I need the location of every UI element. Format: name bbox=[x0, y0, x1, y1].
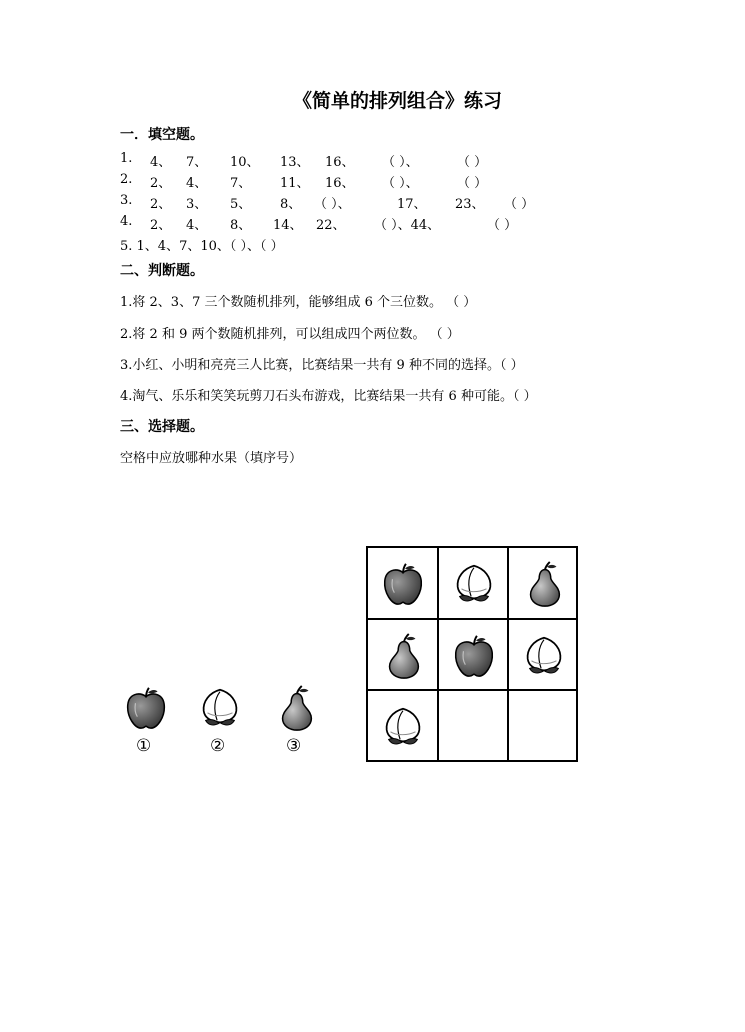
sequence-term: 8、 bbox=[280, 197, 302, 212]
fruit-grid bbox=[366, 546, 578, 762]
judge-item-2: 2.将 2 和 9 两个数随机排列，可以组成四个两位数。 （ ） bbox=[120, 327, 460, 342]
question-number: 1. bbox=[120, 151, 133, 166]
sequence-term: （ ） bbox=[457, 176, 488, 191]
fill-item-2 bbox=[120, 172, 580, 190]
grid-cell-peach-icon bbox=[368, 691, 438, 762]
grid-cell-apple-icon bbox=[368, 548, 438, 619]
sequence-term: 2、 bbox=[150, 176, 172, 191]
fill-item-4 bbox=[120, 214, 580, 232]
grid-cell-empty bbox=[509, 691, 579, 762]
page-title: 《简单的排列组合》练习 bbox=[292, 90, 502, 112]
question-number: 3. bbox=[120, 193, 133, 208]
sequence-term: 16、 bbox=[325, 176, 355, 191]
sequence-term: 13、 bbox=[280, 155, 310, 170]
section-heading-judge: 二、判断题。 bbox=[120, 263, 204, 279]
grid-cell-peach-icon bbox=[509, 620, 579, 691]
sequence-term: 22、 bbox=[316, 218, 346, 233]
sequence-term: 4、 bbox=[186, 176, 208, 191]
judge-item-4: 4.淘气、乐乐和笑笑玩剪刀石头布游戏，比赛结果一共有 6 种可能。（ ） bbox=[120, 389, 537, 404]
grid-cell-empty bbox=[439, 691, 509, 762]
sequence-term: 4、 bbox=[150, 155, 172, 170]
sequence-term: 7、 bbox=[230, 176, 252, 191]
section-heading-choice: 三、选择题。 bbox=[120, 419, 204, 435]
grid-cell-peach-icon bbox=[439, 548, 509, 619]
sequence-term: 8、 bbox=[230, 218, 252, 233]
sequence-term: 23、 bbox=[455, 197, 485, 212]
fill-item-5 bbox=[120, 235, 580, 253]
fill-item-3 bbox=[120, 193, 580, 211]
sequence-term: （ ） bbox=[487, 218, 518, 233]
question-number: 5. 1、4、7、10、（ ）、（ ） bbox=[120, 239, 284, 254]
option-apple-icon bbox=[122, 684, 170, 732]
grid-cell-pear-icon bbox=[368, 620, 438, 691]
judge-item-3: 3.小红、小明和亮亮三人比赛，比赛结果一共有 9 种不同的选择。（ ） bbox=[120, 358, 524, 373]
grid-cell-apple-icon bbox=[439, 620, 509, 691]
option-label: ② bbox=[210, 736, 226, 756]
option-label: ③ bbox=[286, 736, 302, 756]
sequence-term: （ ）、 bbox=[382, 155, 419, 170]
option-peach-icon bbox=[196, 684, 244, 732]
sequence-term: 11、 bbox=[280, 176, 310, 191]
grid-cell-pear-icon bbox=[509, 548, 579, 619]
sequence-term: 4、 bbox=[186, 218, 208, 233]
question-number: 4. bbox=[120, 214, 133, 229]
sequence-term: 7、 bbox=[186, 155, 208, 170]
choice-prompt: 空格中应放哪种水果（填序号） bbox=[120, 451, 303, 466]
question-number: 2. bbox=[120, 172, 133, 187]
sequence-term: （ ） bbox=[504, 197, 535, 212]
sequence-term: 10、 bbox=[230, 155, 260, 170]
option-pear-icon bbox=[272, 684, 320, 732]
sequence-term: 16、 bbox=[325, 155, 355, 170]
sequence-term: 14、 bbox=[273, 218, 303, 233]
sequence-term: 5、 bbox=[230, 197, 252, 212]
sequence-term: （ ）、44、 bbox=[374, 218, 441, 233]
section-heading-fill: 一．填空题。 bbox=[120, 127, 204, 143]
sequence-term: （ ） bbox=[457, 155, 488, 170]
sequence-term: 17、 bbox=[397, 197, 427, 212]
sequence-term: 3、 bbox=[186, 197, 208, 212]
sequence-term: 2、 bbox=[150, 197, 172, 212]
sequence-term: （ ）、 bbox=[314, 197, 351, 212]
judge-item-1: 1.将 2、3、7 三个数随机排列，能够组成 6 个三位数。 （ ） bbox=[120, 295, 477, 310]
sequence-term: （ ）、 bbox=[382, 176, 419, 191]
sequence-term: 2、 bbox=[150, 218, 172, 233]
fill-item-1 bbox=[120, 151, 580, 169]
option-label: ① bbox=[136, 736, 152, 756]
